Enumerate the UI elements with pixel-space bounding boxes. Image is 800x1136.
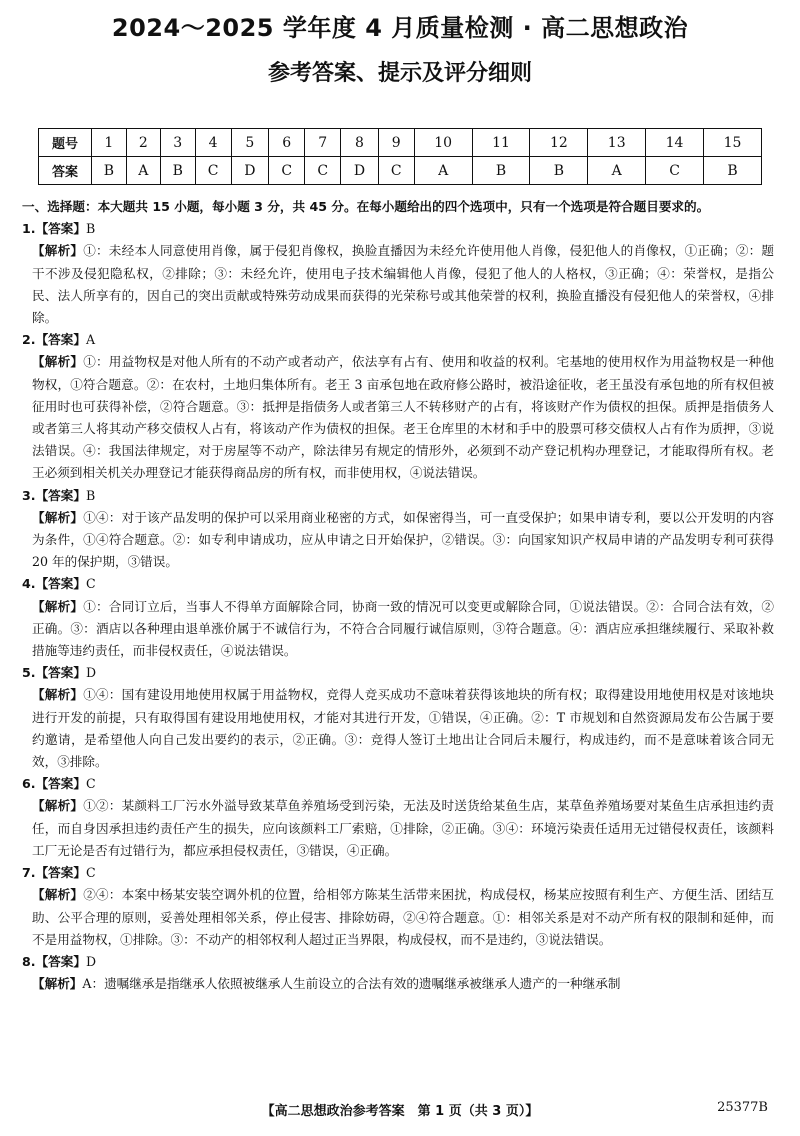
answer-cell: A xyxy=(588,157,646,185)
answer-value: B xyxy=(85,221,96,237)
answer-line xyxy=(22,773,774,795)
answer-value: A xyxy=(85,332,96,348)
analysis-label: 【解析】 xyxy=(32,354,84,370)
answer-cell: C xyxy=(378,157,414,185)
answer-cell: B xyxy=(530,157,588,185)
analysis-label: 【解析】 xyxy=(32,887,84,903)
answer-line xyxy=(22,951,774,973)
question-number-label: 3. xyxy=(22,487,36,503)
analysis-paragraph xyxy=(22,507,774,574)
question-number: 15 xyxy=(703,129,761,157)
section-heading: 一、选择题：本大题共 15 小题，每小题 3 分，共 45 分。在每小题给出的四个选项中，只有一个选项是符合题目要求的。 xyxy=(22,199,710,214)
question-number: 10 xyxy=(414,129,472,157)
answer-line xyxy=(22,218,774,240)
question-item xyxy=(22,662,774,773)
analysis-label: 【解析】 xyxy=(32,243,84,259)
question-number-label: 4. xyxy=(22,576,36,592)
question-item xyxy=(22,329,774,484)
question-number: 12 xyxy=(530,129,588,157)
answer-value: C xyxy=(85,776,96,792)
analysis-text: ①：未经本人同意使用肖像，属于侵犯肖像权，换脸直播因为未经允许使用他人肖像，侵犯他人的肖像权，①正确；②：题干不涉及侵犯隐私权，②排除；③：未经允许，使用电子技术编辑他人肖像，侵犯了他人的人格权，③正确；④：荣誉权，是指公民、法人所享有的，因自己的突出贡献或特殊劳动成果而获得的光荣称号或其他荣誉的权利，换脸直播没有侵犯他人的荣誉权，④排除。 xyxy=(32,243,775,326)
answer-row-label: 答案 xyxy=(39,157,92,185)
question-number: 1 xyxy=(92,129,127,157)
answer-table-answer-row xyxy=(39,157,762,185)
question-item xyxy=(22,573,774,662)
answer-cell: D xyxy=(231,157,269,185)
answer-cell: A xyxy=(126,157,160,185)
analysis-text: ②④：本案中杨某安装空调外机的位置，给相邻方陈某生活带来困扰，构成侵权，杨某应按照有利生产、方便生活、团结互助、公平合理的原则，妥善处理相邻关系，停止侵害、排除妨碍，②④符合题意。①：相邻关系是对不动产所有权的限制和延伸，而不是用益物权，①排除。③：不动产的相邻权利人超过正当界限，构成侵权，而不是违约，③说法错误。 xyxy=(32,887,775,947)
analysis-paragraph xyxy=(22,973,774,995)
answer-line xyxy=(22,862,774,884)
footer-code: 25377B xyxy=(717,1100,768,1115)
answer-line xyxy=(22,329,774,351)
answer-cell: B xyxy=(472,157,530,185)
question-number: 2 xyxy=(126,129,160,157)
question-number-label: 1. xyxy=(22,221,36,237)
footer-page-info: 【高二思想政治参考答案 第 1 页（共 3 页）】 xyxy=(261,1104,539,1119)
question-number: 14 xyxy=(646,129,704,157)
question-number: 11 xyxy=(472,129,530,157)
analysis-paragraph xyxy=(22,684,774,773)
question-number: 8 xyxy=(341,129,379,157)
answer-label: 【答案】 xyxy=(35,865,86,881)
page-title: 2024～2025 学年度 4 月质量检测 · 高二思想政治 xyxy=(111,14,689,42)
answer-cell: C xyxy=(195,157,231,185)
question-item xyxy=(22,485,774,574)
page-subtitle: 参考答案、提示及评分细则 xyxy=(267,61,532,86)
answer-label: 【答案】 xyxy=(35,776,86,792)
answer-label: 【答案】 xyxy=(35,576,86,592)
question-number: 5 xyxy=(231,129,269,157)
question-number-label: 5. xyxy=(22,665,36,681)
answer-cell: A xyxy=(414,157,472,185)
answer-label: 【答案】 xyxy=(35,221,86,237)
analysis-text: ①④：对于该产品发明的保护可以采用商业秘密的方式，如保密得当，可一直受保护；如果申请专利，要以公开发明的内容为条件，①④符合题意。②：如专利申请成功，应从申请之日开始保护，②错误。③：向国家知识产权局申请的产品发明专利可获得 20 年的保护期，③错误。 xyxy=(32,509,775,570)
question-number-label: 6. xyxy=(22,776,36,792)
analysis-text: ①：用益物权是对他人所有的不动产或者动产，依法享有占有、使用和收益的权利。宅基地的使用权作为用益物权是一种他物权，①符合题意。②：在农村，土地归集体所有。老王 3 亩承包地在政府修公路时，被沿途征收，老王虽没有承包地的所有权但被征用时也可获得补偿，②符合题意。③：抵押是指债务人或者第三人不转移财产的占有，将该财产作为债权的担保。质押是指债务人或者第三人将其动产移交债权人占有，将该动产作为债权的担保。老王仓库里的木材和手中的股票可移交债权人占有作为质押，③说法错误。④：我国法律规定，对于房屋等不动产，除法律另有规定的情形外，必须到不动产登记机构办理登记，才能取得所有权。老王必须到相关机关办理登记才能获得商品房的所有权，而非使用权，④说法错误。 xyxy=(32,354,775,481)
analysis-paragraph xyxy=(22,240,774,329)
answer-cell: C xyxy=(646,157,704,185)
answer-label: 【答案】 xyxy=(35,332,86,348)
answer-value: B xyxy=(85,487,96,503)
answer-line xyxy=(22,662,774,684)
analysis-text: ①②：某颜料工厂污水外溢导致某草鱼养殖场受到污染，无法及时送货给某鱼生店，某草鱼养殖场要对某鱼生店承担违约责任，而自身因承担违约责任产生的损失，应向该颜料工厂索赔，①排除，②正确。③④：环境污染责任适用无过错侵权责任，该颜料工厂无论是否有过错行为，都应承担侵权责任，③错误，④正确。 xyxy=(32,798,775,858)
question-number: 9 xyxy=(378,129,414,157)
analysis-label: 【解析】 xyxy=(32,687,84,703)
answer-value: D xyxy=(85,665,97,681)
question-number-label: 7. xyxy=(22,865,36,881)
answer-cell: C xyxy=(305,157,341,185)
analysis-paragraph xyxy=(22,795,774,862)
analysis-text: ①④：国有建设用地使用权属于用益物权，竞得人竞买成功不意味着获得该地块的所有权；取得建设用地使用权是对该地块进行开发的前提，只有取得国有建设用地使用权，才能对其进行开发，①错误，④正确。②：T 市规划和自然资源局发布公告属于要约邀请，是希望他人向自己发出要约的表示，②正确。③：竞得人签订土地出让合同后未履行，构成违约，而不是意味着该合同无效，③排除。 xyxy=(32,687,775,770)
answer-value: C xyxy=(85,576,96,592)
answer-value: D xyxy=(85,953,97,969)
answer-table xyxy=(38,128,762,185)
answer-cell: B xyxy=(92,157,127,185)
answer-cell: B xyxy=(160,157,195,185)
question-number: 13 xyxy=(588,129,646,157)
question-number: 7 xyxy=(305,129,341,157)
question-number: 3 xyxy=(160,129,195,157)
analysis-paragraph xyxy=(22,351,774,484)
page-footer xyxy=(0,1100,800,1124)
analysis-label: 【解析】 xyxy=(32,509,84,525)
analysis-text: ①：合同订立后，当事人不得单方面解除合同，协商一致的情况可以变更或解除合同，①说法错误。②：合同合法有效，②正确。③：酒店以各种理由退单涨价属于不诚信行为，不符合合同履行诚信原则，③符合题意。④：酒店应承担继续履行、采取补救措施等违约责任，而非侵权责任，④说法错误。 xyxy=(32,598,775,659)
answer-line xyxy=(22,573,774,595)
answer-label: 【答案】 xyxy=(35,953,86,969)
answer-content xyxy=(22,196,774,995)
analysis-text: A：遗嘱继承是指继承人依照被继承人生前设立的合法有效的遗嘱继承被继承人遗产的一种继承制 xyxy=(82,976,621,992)
analysis-label: 【解析】 xyxy=(32,798,84,814)
question-number: 4 xyxy=(195,129,231,157)
question-item xyxy=(22,951,774,995)
analysis-label: 【解析】 xyxy=(32,598,84,614)
answer-label: 【答案】 xyxy=(35,487,86,503)
answer-line xyxy=(22,485,774,507)
question-number: 6 xyxy=(269,129,305,157)
number-row-label: 题号 xyxy=(39,129,92,157)
question-number-label: 2. xyxy=(22,332,36,348)
analysis-paragraph xyxy=(22,884,774,951)
answer-cell: D xyxy=(341,157,379,185)
answer-cell: C xyxy=(269,157,305,185)
analysis-label: 【解析】 xyxy=(32,976,83,992)
question-item xyxy=(22,773,774,862)
answer-table-number-row xyxy=(39,129,762,157)
answer-value: C xyxy=(85,865,96,881)
question-item xyxy=(22,862,774,951)
analysis-paragraph xyxy=(22,596,774,663)
question-number-label: 8. xyxy=(22,953,36,969)
answer-cell: B xyxy=(703,157,761,185)
answer-label: 【答案】 xyxy=(35,665,86,681)
question-item xyxy=(22,218,774,329)
